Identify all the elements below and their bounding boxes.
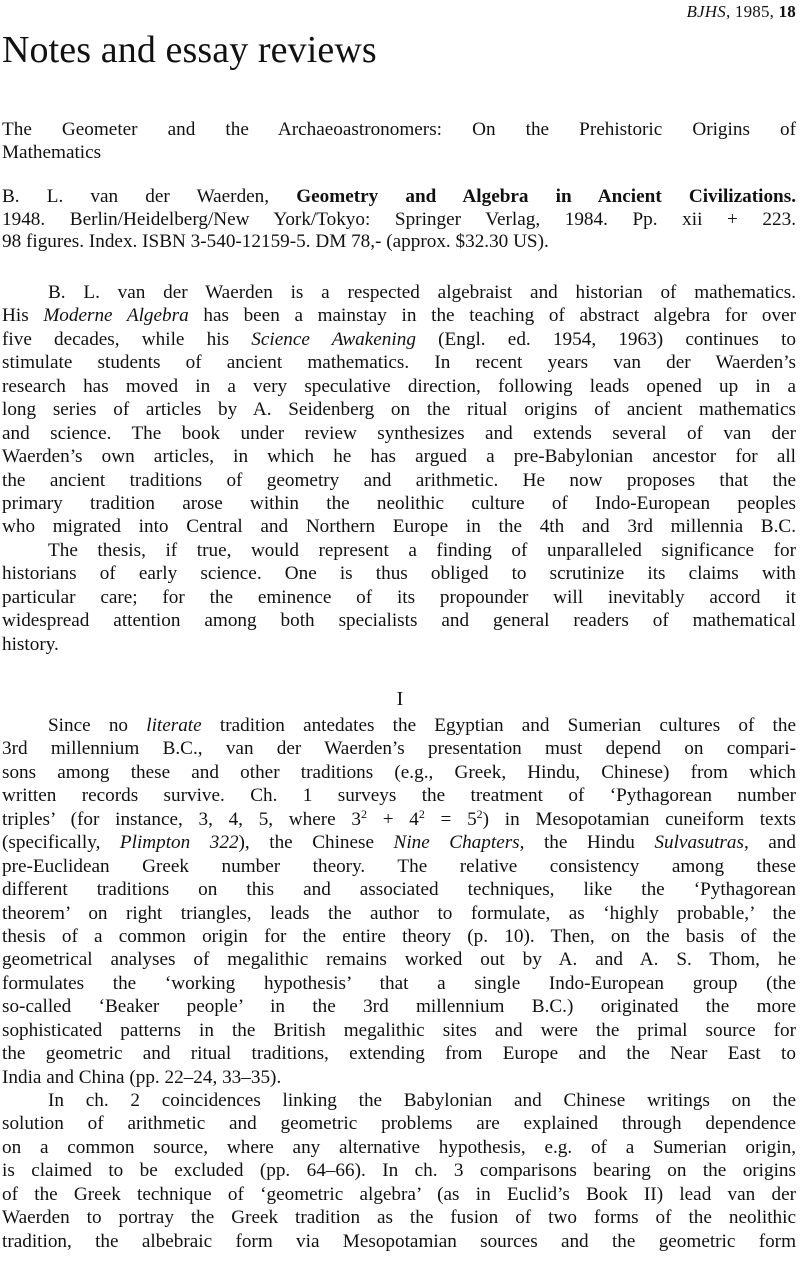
superscript: 2: [360, 806, 367, 821]
bibliographic-citation: [2, 186, 796, 254]
text-line: geometrical analyses of megalithic remains worked out by A. and A. S. Thom, he: [2, 949, 796, 971]
running-head: [686, 2, 796, 22]
text-line: who migrated into Central and Northern Europe in the 4th and 3rd millennia B.C.: [2, 516, 796, 538]
text-line: of the Greek technique of ‘geometric algebra’ (as in Euclid’s Book II) lead van der: [2, 1183, 796, 1205]
review-title-line: Mathematics: [2, 142, 102, 163]
text-line: [2, 808, 796, 831]
citation-line: 1948. Berlin/Heidelberg/New York/Tokyo: Springer Verlag, 1984. Pp. xii + 223.: [2, 208, 796, 230]
text-line: pre-Euclidean Greek number theory. The relative consistency among these: [2, 855, 796, 877]
text-line: thesis of a common origin for the entire theory (p. 10). Then, on the basis of the: [2, 925, 796, 947]
text-line: written records survive. Ch. 1 surveys the treatment of ‘Pythagorean number: [2, 785, 796, 807]
text-line: long series of articles by A. Seidenberg on the ritual origins of ancient mathematics: [2, 399, 796, 421]
citation-line: [2, 186, 796, 209]
text-line: [2, 831, 796, 854]
text-line: historians of early science. One is thus obliged to scrutinize its claims with: [2, 563, 796, 585]
text-run: five decades, while his: [2, 328, 252, 350]
text-run: triples’ (for instance, 3, 4, 5, where 3: [2, 808, 361, 830]
emphasis: literate: [146, 715, 202, 736]
book-author: B. L. van der Waerden,: [2, 186, 297, 207]
paragraph: [2, 539, 796, 656]
text-title-italic: Plimpton 322: [119, 832, 239, 854]
journal-volume: 18: [778, 2, 796, 21]
paragraph: [2, 714, 796, 1089]
text-title-italic: Nine Chapters: [393, 832, 520, 854]
text-run: , the Hindu: [519, 832, 655, 854]
text-line: [2, 328, 796, 351]
journal-name: BJHS: [686, 2, 726, 21]
text-line: history.: [2, 633, 59, 655]
superscript: 2: [476, 806, 483, 821]
paragraph: [2, 1089, 796, 1253]
intro-section: [2, 281, 796, 656]
text-line: particular care; for the eminence of its propounder will inevitably accord it: [2, 586, 796, 608]
text-line: In ch. 2 coincidences linking the Babylonian and Chinese writings on the: [48, 1090, 796, 1111]
text-line: on a common source, where any alternative hypothesis, e.g. of a Sumerian origin,: [2, 1136, 796, 1158]
text-line: India and China (pp. 22–24, 33–35).: [2, 1066, 282, 1088]
text-line: is claimed to be excluded (pp. 64–66). In ch. 3 comparisons bearing on the origins: [2, 1160, 796, 1182]
text-line: B. L. van der Waerden is a respected algebraist and historian of mathematics.: [48, 282, 796, 303]
text-line: research has moved in a very speculative direction, following leads opened up in a: [2, 375, 796, 397]
book-title-italic: Science Awakening: [251, 328, 416, 350]
text-run: His: [2, 305, 44, 327]
text-run: ), the Chinese: [238, 832, 394, 854]
text-run: has been a mainstay in the teaching of abstract algebra for over: [188, 305, 797, 327]
text-line: different traditions on this and associated techniques, like the ‘Pythagorean: [2, 879, 796, 901]
text-line: Waerden to portray the Greek tradition as the fusion of two forms of the neolithic: [2, 1207, 796, 1229]
text-run: (Engl. ed. 1954, 1963) continues to: [415, 328, 797, 350]
book-title-italic: Moderne Algebra: [43, 305, 189, 327]
text-line: formulates the ‘working hypothesis’ that a single Indo-European group (the: [2, 972, 796, 994]
text-run: , and: [743, 832, 796, 854]
section-I: [2, 714, 796, 1253]
paragraph: [2, 281, 796, 539]
text-run: tradition antedates the Egyptian and Sumerian cultures of the: [201, 715, 796, 736]
text-line: [2, 714, 796, 737]
text-line: widespread attention among both specialists and general readers of mathematical: [2, 610, 796, 632]
review-title: [2, 118, 796, 164]
text-line: the geometric and ritual traditions, extending from Europe and the Near East to: [2, 1043, 796, 1065]
text-line: stimulate students of ancient mathematics. In recent years van der Waerden’s: [2, 352, 796, 374]
superscript: 2: [418, 806, 425, 821]
text-line: theorem’ on right triangles, leads the author to formulate, as ‘highly probable,’ the: [2, 902, 796, 924]
text-line: and science. The book under review synthesizes and extends several of van der: [2, 422, 796, 444]
text-line: the ancient traditions of geometry and arithmetic. He now proposes that the: [2, 469, 796, 491]
text-line: primary tradition arose within the neolithic culture of Indo-European peoples: [2, 492, 796, 514]
citation-line: 98 figures. Index. ISBN 3-540-12159-5. DM 78,- (approx. $32.30 US).: [2, 231, 549, 252]
text-run: (specifically,: [2, 832, 120, 854]
text-title-italic: Sulvasutras: [654, 832, 744, 854]
text-line: sons among these and other traditions (e.g., Greek, Hindu, Chinese) from which: [2, 761, 796, 783]
book-title: Geometry and Algebra in Ancient Civilizations.: [296, 186, 796, 207]
text-line: so-called ‘Beaker people’ in the 3rd millennium B.C.) originated the more: [2, 996, 796, 1018]
journal-year: , 1985,: [725, 2, 779, 21]
text-run: ) in Mesopotamian cuneiform texts: [482, 808, 796, 830]
text-run: = 5: [424, 808, 477, 830]
text-line: [2, 304, 796, 327]
text-line: Waerden’s own articles, in which he has argued a pre-Babylonian ancestor for all: [2, 446, 796, 468]
text-line: The thesis, if true, would represent a finding of unparalleled significance for: [48, 539, 796, 561]
text-line: solution of arithmetic and geometric problems are explained through dependence: [2, 1113, 796, 1135]
text-run: Since no: [48, 715, 147, 736]
section-heading-roman-numeral: I: [396, 688, 404, 710]
text-line: 3rd millennium B.C., van der Waerden’s presentation must depend on compari-: [2, 738, 796, 760]
text-line: sophisticated patterns in the British megalithic sites and were the primal source for: [2, 1019, 796, 1041]
review-title-line: The Geometer and the Archaeoastronomers: On the Prehistoric Origins of: [2, 119, 796, 140]
section-title: Notes and essay reviews: [2, 29, 377, 71]
text-line: tradition, the albebraic form via Mesopotamian sources and the geometric form: [2, 1230, 796, 1252]
text-run: + 4: [366, 808, 419, 830]
